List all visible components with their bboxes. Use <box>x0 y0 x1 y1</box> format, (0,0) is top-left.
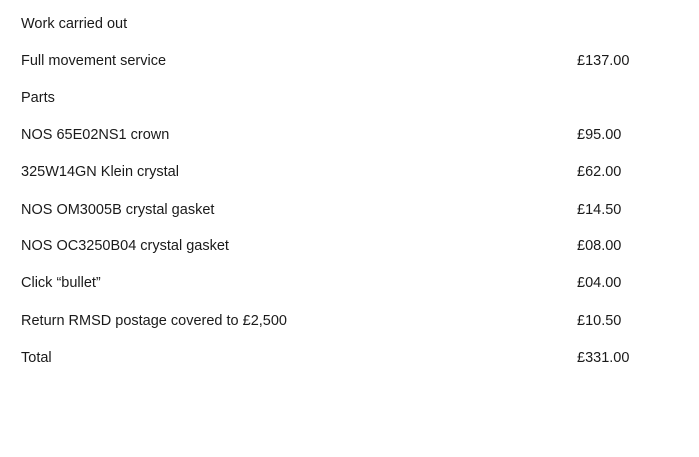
total-row <box>21 348 661 368</box>
line-item <box>21 51 661 71</box>
row-label: NOS 65E02NS1 crown <box>21 127 170 143</box>
row-amount: £08.00 <box>577 238 622 254</box>
line-item <box>21 236 661 256</box>
row-label: NOS OM3005B crystal gasket <box>21 202 215 218</box>
row-label: 325W14GN Klein crystal <box>21 164 179 180</box>
section-heading-parts <box>21 88 661 108</box>
row-label: Return RMSD postage covered to £2,500 <box>21 313 287 329</box>
total-amount: £331.00 <box>577 350 630 366</box>
line-item <box>21 273 661 293</box>
row-label: Parts <box>21 90 55 106</box>
line-item <box>21 200 661 220</box>
row-amount: £62.00 <box>577 164 622 180</box>
row-label: Work carried out <box>21 16 128 32</box>
line-item <box>21 311 661 331</box>
row-amount: £10.50 <box>577 313 622 329</box>
row-label: Click “bullet” <box>21 275 101 291</box>
section-heading-work <box>21 14 661 34</box>
row-amount: £95.00 <box>577 127 622 143</box>
row-amount: £04.00 <box>577 275 622 291</box>
row-label: NOS OC3250B04 crystal gasket <box>21 238 229 254</box>
line-item <box>21 162 661 182</box>
row-amount: £14.50 <box>577 202 622 218</box>
line-item <box>21 125 661 145</box>
total-label: Total <box>21 350 52 366</box>
row-label: Full movement service <box>21 53 167 69</box>
row-amount: £137.00 <box>577 53 630 69</box>
